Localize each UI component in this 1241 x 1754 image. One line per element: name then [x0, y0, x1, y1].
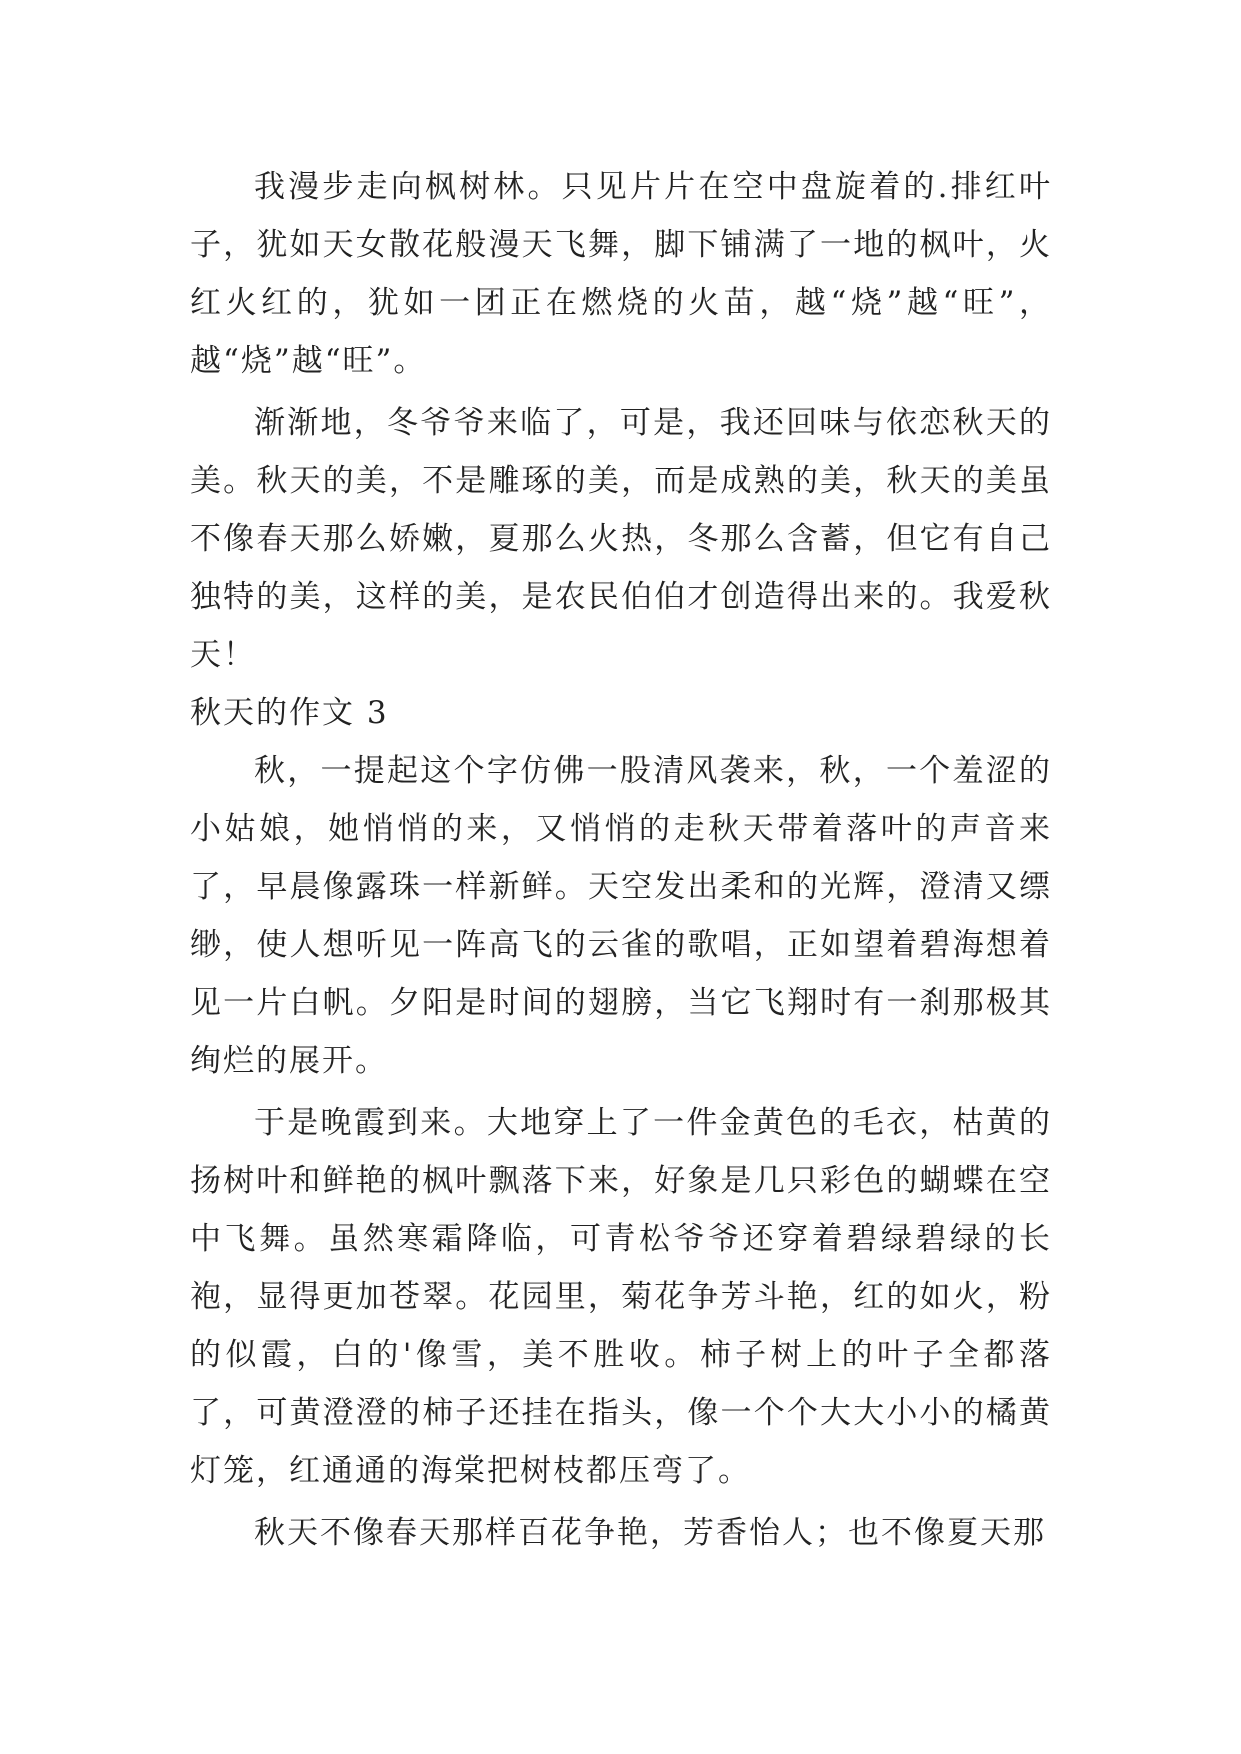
- section-title: 秋天的作文 3: [190, 695, 389, 731]
- paragraph-maple-forest: 我漫步走向枫树林。只见片片在空中盘旋着的.排红叶子，犹如天女散花般漫天飞舞，脚下铺满了一地的枫叶，火红火红的，犹如一团正在燃烧的火苗，越“烧”越“旺”，越“烧”越“旺”。: [190, 169, 1052, 379]
- document-body: [190, 158, 1052, 1562]
- paragraph-winter-arrives: 渐渐地，冬爷爷来临了，可是，我还回味与依恋秋天的美。秋天的美，不是雕琢的美，而是成熟的美，秋天的美虽不像春天那么娇嫩，夏那么火热，冬那么含蓄，但它有自己独特的美，这样的美，是农民伯伯才创造得出来的。我爱秋天！: [190, 405, 1052, 673]
- paragraph-autumn-unlike-spring: 秋天不像春天那样百花争艳，芳香怡人；也不像夏天那: [254, 1515, 1046, 1551]
- paragraph-sunset-glow: 于是晚霞到来。大地穿上了一件金黄色的毛衣，枯黄的扬树叶和鲜艳的枫叶飘落下来，好象是几只彩色的蝴蝶在空中飞舞。虽然寒霜降临，可青松爷爷还穿着碧绿碧绿的长袍，显得更加苍翠。花园里，菊花争芳斗艳，红的如火，粉的似霞，白的'像雪，美不胜收。柿子树上的叶子全都落了，可黄澄澄的柿子还挂在指头，像一个个大大小小的橘黄灯笼，红通通的海棠把树枝都压弯了。: [190, 1105, 1052, 1489]
- paragraph-autumn-girl: 秋，一提起这个字仿佛一股清风袭来，秋，一个羞涩的小姑娘，她悄悄的来，又悄悄的走秋天带着落叶的声音来了，早晨像露珠一样新鲜。天空发出柔和的光辉，澄清又缥缈，使人想听见一阵高飞的云雀的歌唱，正如望着碧海想着见一片白帆。夕阳是时间的翅膀，当它飞翔时有一刹那极其绚烂的展开。: [190, 753, 1052, 1079]
